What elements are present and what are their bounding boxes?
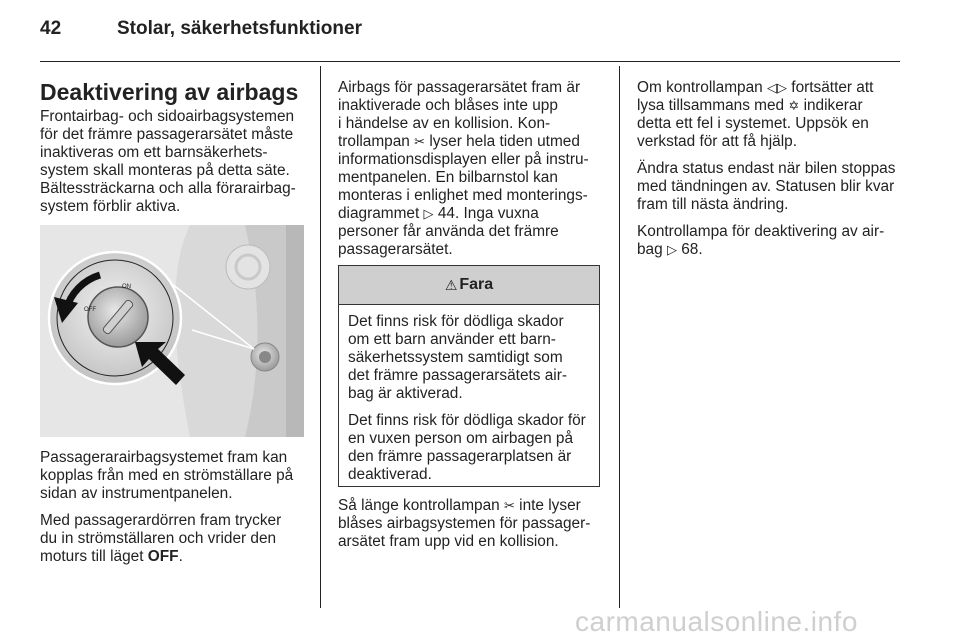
column-1 xyxy=(40,79,312,225)
column-divider-1 xyxy=(320,66,321,608)
indicator-paragraph: Så länge kontrollampan ✂ inte lyser blåses airbagsystemen för passager- arsätet fram upp vid en kollision. xyxy=(338,497,591,550)
instruction-paragraph: Med passagerardörren fram trycker du in strömställaren och vrider den moturs till läget OFF. xyxy=(40,512,282,565)
status-change-paragraph: Ändra status endast när bilen stoppas med tändningen av. Statusen blir kvar fram till nästa ändring. xyxy=(637,160,896,213)
label-off: OFF xyxy=(84,307,96,313)
intro-paragraph: Frontairbag- och sidoairbagsystemen för det främre passagerarsätet måste inaktiveras om ett barnsäkerhets- system skall monteras på detta säte. Bältessträckarna och alla förarairbag- system förblir aktiva. xyxy=(40,108,296,215)
warning-header xyxy=(339,266,599,305)
section-heading: Deaktivering av airbags xyxy=(40,79,299,105)
reference-paragraph: Kontrollampa för deaktivering av air- bag ▷ 68. xyxy=(637,223,885,258)
airbag-status-paragraph: Airbags för passagerarsätet fram är inaktiverade och blåses inte upp i händelse av en kollision. Kon- trollampan ✂ lyser hela tiden utmed informationsdisplayen eller på instru- mentpanelen. En bilbarnstol kan monteras i enlighet med monterings- diagrammet ▷ 44. Inga vuxna personer får använda det främre passagerarsätet. xyxy=(338,79,589,258)
warning-text-1: Det finns risk för dödliga skador om ett barn använder ett barn- säkerhetssystem samtidigt som det främre passagerarsätets air- bag är aktiverad. xyxy=(348,313,567,402)
off-label: OFF xyxy=(147,548,179,565)
airbag-off-icon: ✂ xyxy=(503,498,515,513)
airbag-warning-icon: ◁▷ xyxy=(767,80,788,95)
warning-box xyxy=(338,265,600,487)
airbag-off-icon: ✂ xyxy=(414,134,426,149)
ref-arrow-icon: ▷ xyxy=(666,242,677,257)
column-2-lower xyxy=(338,497,604,560)
warning-title: Fara xyxy=(459,276,494,293)
watermark: carmanualsonline.info xyxy=(575,606,858,637)
header-rule xyxy=(40,61,900,62)
occupant-icon: ✡ xyxy=(788,98,800,113)
column-1-lower xyxy=(40,449,312,575)
page-title: Stolar, säkerhetsfunktioner xyxy=(117,18,362,39)
column-3 xyxy=(637,79,903,268)
fault-paragraph: Om kontrollampan ◁▷ fortsätter att lysa tillsammans med ✡ indikerar detta ett fel i systemet. Uppsök en verkstad för att få hjälp. xyxy=(637,79,874,150)
switch-photo xyxy=(40,225,304,437)
photo-caption: Passagerarairbagsystemet fram kan kopplas från med en strömställare på sidan av instrumentpanelen. xyxy=(40,449,294,502)
warning-text-2: Det finns risk för dödliga skador för en vuxen person om airbagen på den främre passagerarplatsen är deaktiverad. xyxy=(348,412,586,483)
column-divider-2 xyxy=(619,66,620,608)
column-2 xyxy=(338,79,604,268)
page-number: 42 xyxy=(40,18,62,39)
ref-arrow-icon: ▷ xyxy=(423,206,434,221)
label-on: ON xyxy=(122,284,131,290)
warning-triangle-icon: ⚠ xyxy=(444,276,458,293)
